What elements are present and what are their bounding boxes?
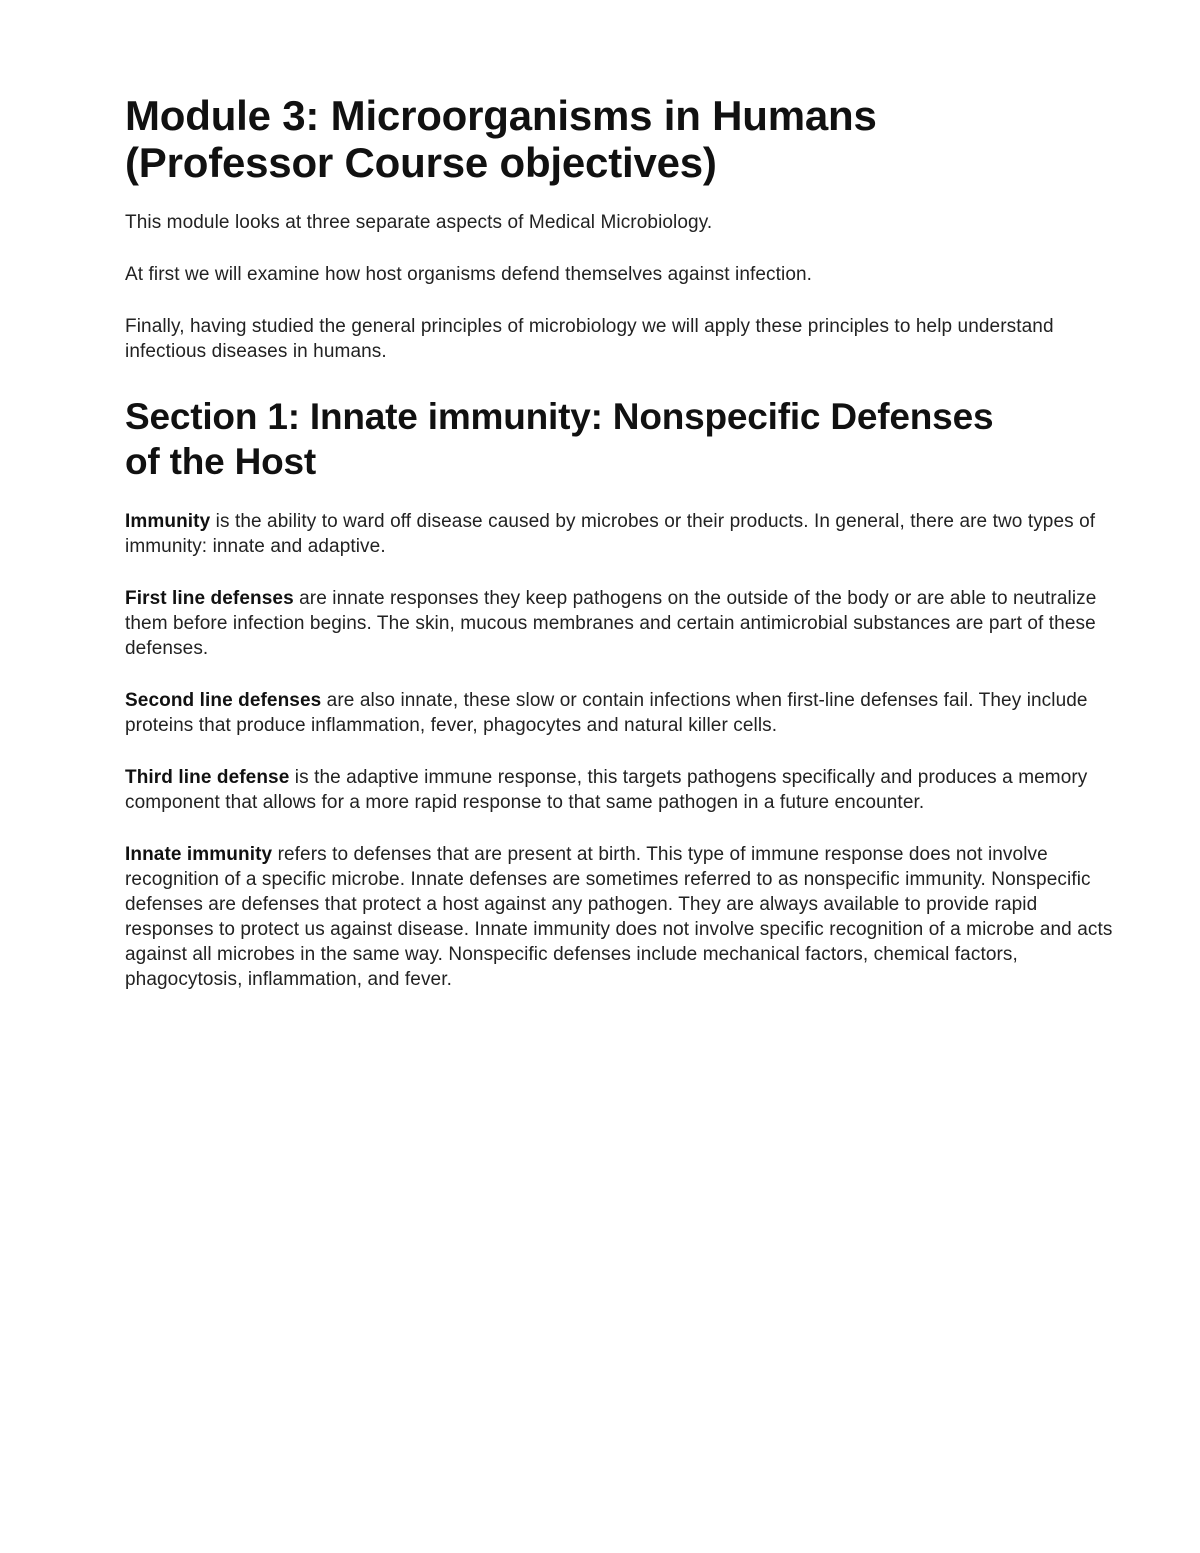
intro-paragraph-1: This module looks at three separate aspects of Medical Microbiology. [125,212,713,233]
immunity-paragraph [125,509,1125,559]
second-line-defenses-text: are also innate, these slow or contain infections when first-line defenses fail. They include proteins that produce inflammation, fever, phagocytes and natural killer cells. [125,690,1088,736]
page-title-line-1: Module 3: Microorganisms in Humans [125,92,877,139]
intro-paragraph-2: At first we will examine how host organisms defend themselves against infection. [125,264,813,285]
innate-immunity-text: refers to defenses that are present at birth. This type of immune response does not involve recognition of a specific microbe. Innate defenses are sometimes referred to as nonspecific immunity. Nonspecific defenses are defenses that protect a host against any pathogen. They are always available to provide rapid responses to protect us against disease. Innate immunity does not involve specific recognition of a microbe and acts against all microbes in the same way. Nonspecific defenses include mechanical factors, chemical factors, phagocytosis, inflammation, and fever. [125,844,1113,990]
section-1-heading-line-1: Section 1: Innate immunity: Nonspecific Defenses [125,396,994,437]
page-title-line-2: (Professor Course objectives) [125,139,717,186]
section-1-heading-line-2: of the Host [125,441,317,482]
second-line-defenses-term: Second line defenses [125,690,322,711]
page-title [125,92,1125,186]
third-line-defense-term: Third line defense [125,767,290,788]
innate-immunity-paragraph [125,842,1125,992]
intro-paragraph-3: Finally, having studied the general principles of microbiology we will apply these principles to help understand infectious diseases in humans. [125,316,1054,362]
document-page [125,92,1125,1019]
immunity-term: Immunity [125,511,211,532]
third-line-defense-text: is the adaptive immune response, this targets pathogens specifically and produces a memory component that allows for a more rapid response to that same pathogen in a future encounter. [125,767,1088,813]
immunity-text: is the ability to ward off disease caused by microbes or their products. In general, there are two types of immunity: innate and adaptive. [125,511,1096,557]
first-line-defenses-paragraph [125,586,1125,661]
section-1-heading [125,394,1125,484]
innate-immunity-term: Innate immunity [125,844,273,865]
first-line-defenses-text: are innate responses they keep pathogens on the outside of the body or are able to neutralize them before infection begins. The skin, mucous membranes and certain antimicrobial substances are part of these defenses. [125,588,1097,659]
first-line-defenses-term: First line defenses [125,588,294,609]
third-line-defense-paragraph [125,765,1125,815]
second-line-defenses-paragraph [125,688,1125,738]
